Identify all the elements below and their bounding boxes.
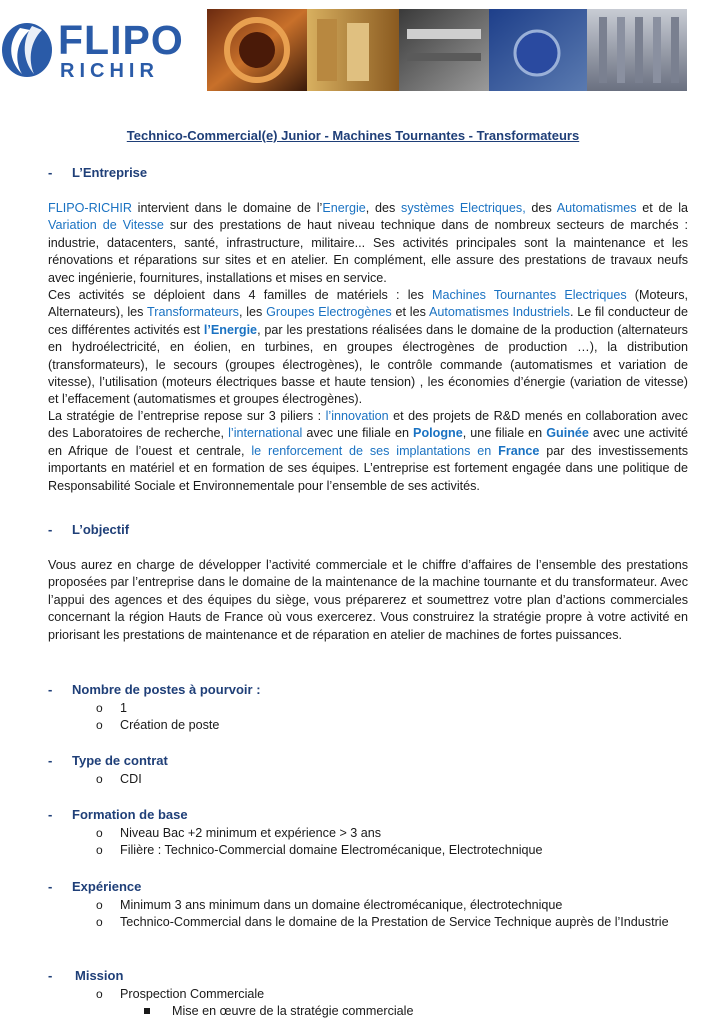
section-dash: - — [48, 968, 53, 983]
section-dash: - — [48, 807, 53, 822]
text-run: La stratégie de l’entreprise repose sur 3 piliers : — [48, 409, 326, 423]
bullet-square-icon — [144, 1008, 150, 1014]
highlighted-term: Groupes Electrogènes — [266, 305, 392, 320]
entreprise-paragraph-3 — [48, 408, 688, 495]
list-subitem: Mise en œuvre de la stratégie commerciale — [144, 1003, 413, 1020]
bullet-circle-icon: o — [96, 987, 103, 1001]
text-run: sur des prestations de haut niveau technique dans de nombreux secteurs de marchés : industrie, datacenters, santé, infrastructure, militaire... Ses activités principales sont la maintenance et les rénovations et réparations sur sites et en atelier. En complément, elle assure des prestations de travaux neufs avec ingénierie, fournitures, installations et mises en service. — [48, 218, 688, 285]
text-run: avec une filiale en — [302, 426, 414, 441]
highlighted-term: Transformateurs — [147, 305, 239, 320]
highlighted-term: FLIPO-RICHIR — [48, 201, 132, 215]
list-item: o 1 — [96, 700, 219, 717]
section-heading-text: Formation de base — [72, 807, 188, 822]
list-item: o Filière : Technico-Commercial domaine Electromécanique, Electrotechnique — [96, 842, 543, 859]
contrat-list — [96, 771, 142, 788]
text-run: Ces activités se déploient dans 4 familles de matériels : les — [48, 288, 432, 302]
text-run: avec une activité en Afrique de l’ouest et centrale, — [48, 426, 688, 458]
section-dash: - — [48, 522, 53, 537]
text-run: , les — [238, 305, 267, 320]
highlighted-term: le renforcement de ses implantations en — [251, 443, 499, 458]
section-dash: - — [48, 165, 53, 180]
logo-text-richir: RICHIR — [60, 60, 159, 82]
highlighted-term: France — [498, 443, 540, 458]
text-run: et des projets de R&D menés en collaboration avec des Laboratoires de recherche, — [48, 409, 688, 441]
text-run: par des investissements importants en matériel et en formation de ses équipes. L’entreprise est fortement engagée dans une politique de Responsabilité Sociale et Environnementale pour l’ensemble de ses activités. — [48, 443, 688, 493]
list-item: o Niveau Bac +2 minimum et expérience > 3 ans — [96, 825, 543, 842]
highlighted-term: Variation de Vitesse — [48, 218, 164, 233]
section-heading-text: Mission — [75, 968, 124, 983]
highlighted-term: l’innovation — [325, 409, 389, 423]
text-run: . Le fil conducteur de ces différentes activités est — [48, 305, 688, 337]
bullet-circle-icon: o — [96, 718, 103, 733]
section-heading-text: Nombre de postes à pourvoir : — [72, 682, 261, 697]
list-item: o Prospection Commerciale — [96, 986, 413, 1003]
highlighted-term: Automatismes — [556, 201, 637, 215]
text-run: , des — [365, 201, 402, 215]
section-heading-text: L’Entreprise — [72, 165, 148, 180]
bullet-circle-icon: o — [96, 915, 103, 930]
bullet-circle-icon: o — [96, 701, 103, 715]
section-dash: - — [48, 682, 53, 697]
objectif-paragraph: Vous aurez en charge de développer l’activité commerciale et le chiffre d’affaires de l’ensemble des prestations proposées par l’entreprise dans le domaine de la maintenance de la machine tournante et du transformateur. Avec l’appui des agences et des équipes du siège, vous préparerez et soumettrez votre plan d’actions commerciales concernant la région Hauts de France où vous exercerez. Vous construirez la stratégie propre à votre activité en priorisant les prestations de maintenance et de réparation en atelier de machines de fortes puissances. — [48, 558, 688, 642]
section-heading-text: L’objectif — [72, 522, 130, 537]
formation-list — [96, 825, 543, 860]
list-item: o Minimum 3 ans minimum dans un domaine électromécanique, électrotechnique — [96, 897, 688, 914]
text-run: et de la — [636, 201, 689, 215]
bullet-circle-icon: o — [96, 826, 103, 840]
highlighted-term: systèmes Electriques, — [401, 201, 526, 215]
experience-list — [96, 897, 688, 932]
text-run: et les — [391, 305, 429, 320]
list-item: o CDI — [96, 771, 142, 788]
page-header — [0, 0, 706, 100]
section-heading-text: Type de contrat — [72, 753, 168, 768]
logo-mark-icon — [0, 22, 54, 78]
list-item: o Technico-Commercial dans le domaine de la Prestation de Service Technique auprès de l’Industrie — [96, 914, 688, 931]
text-run: (Moteurs, Alternateurs), les — [48, 288, 688, 320]
bullet-circle-icon: o — [96, 898, 103, 912]
text-run: intervient dans le domaine de l’ — [131, 201, 323, 215]
logo-text-flipo: FLIPO — [58, 17, 184, 63]
text-run: , une filiale en — [462, 426, 547, 441]
job-title: Technico-Commercial(e) Junior - Machines Tournantes - Transformateurs — [126, 128, 580, 143]
header-banner-image — [207, 9, 687, 91]
section-dash: - — [48, 879, 53, 894]
text-run: , par les prestations réalisées dans le domaine de la production (alternateurs en hydroélectricité, en éolien, en turbines, en groupes électrogènes de production …), la distribution (transformateurs), le secours (groupes électrogènes), le contrôle commande (automatismes et variation de vitesse), l’utilisation (moteurs électriques basse et haute tension) , les économies d’énergie (variation de vitesse) et l’effacement (automatismes et groupes électrogènes). — [48, 322, 688, 407]
entreprise-paragraph-1 — [48, 200, 688, 287]
highlighted-term: Energie — [322, 201, 366, 215]
highlighted-term: Machines Tournantes Electriques — [431, 288, 627, 302]
bullet-circle-icon: o — [96, 772, 103, 786]
highlighted-term: Guinée — [546, 426, 589, 441]
highlighted-term: Pologne — [413, 426, 463, 441]
highlighted-term: l’Energie — [203, 322, 258, 337]
mission-list — [96, 986, 413, 1021]
company-logo — [0, 18, 200, 82]
text-run: des — [525, 201, 557, 215]
postes-list — [96, 700, 219, 735]
highlighted-term: l’international — [228, 426, 303, 441]
bullet-circle-icon: o — [96, 843, 103, 858]
section-heading-text: Expérience — [72, 879, 142, 894]
highlighted-term: Automatismes Industriels — [428, 305, 570, 320]
section-dash: - — [48, 753, 53, 768]
list-item: o Création de poste — [96, 717, 219, 734]
entreprise-paragraph-2 — [48, 287, 688, 409]
